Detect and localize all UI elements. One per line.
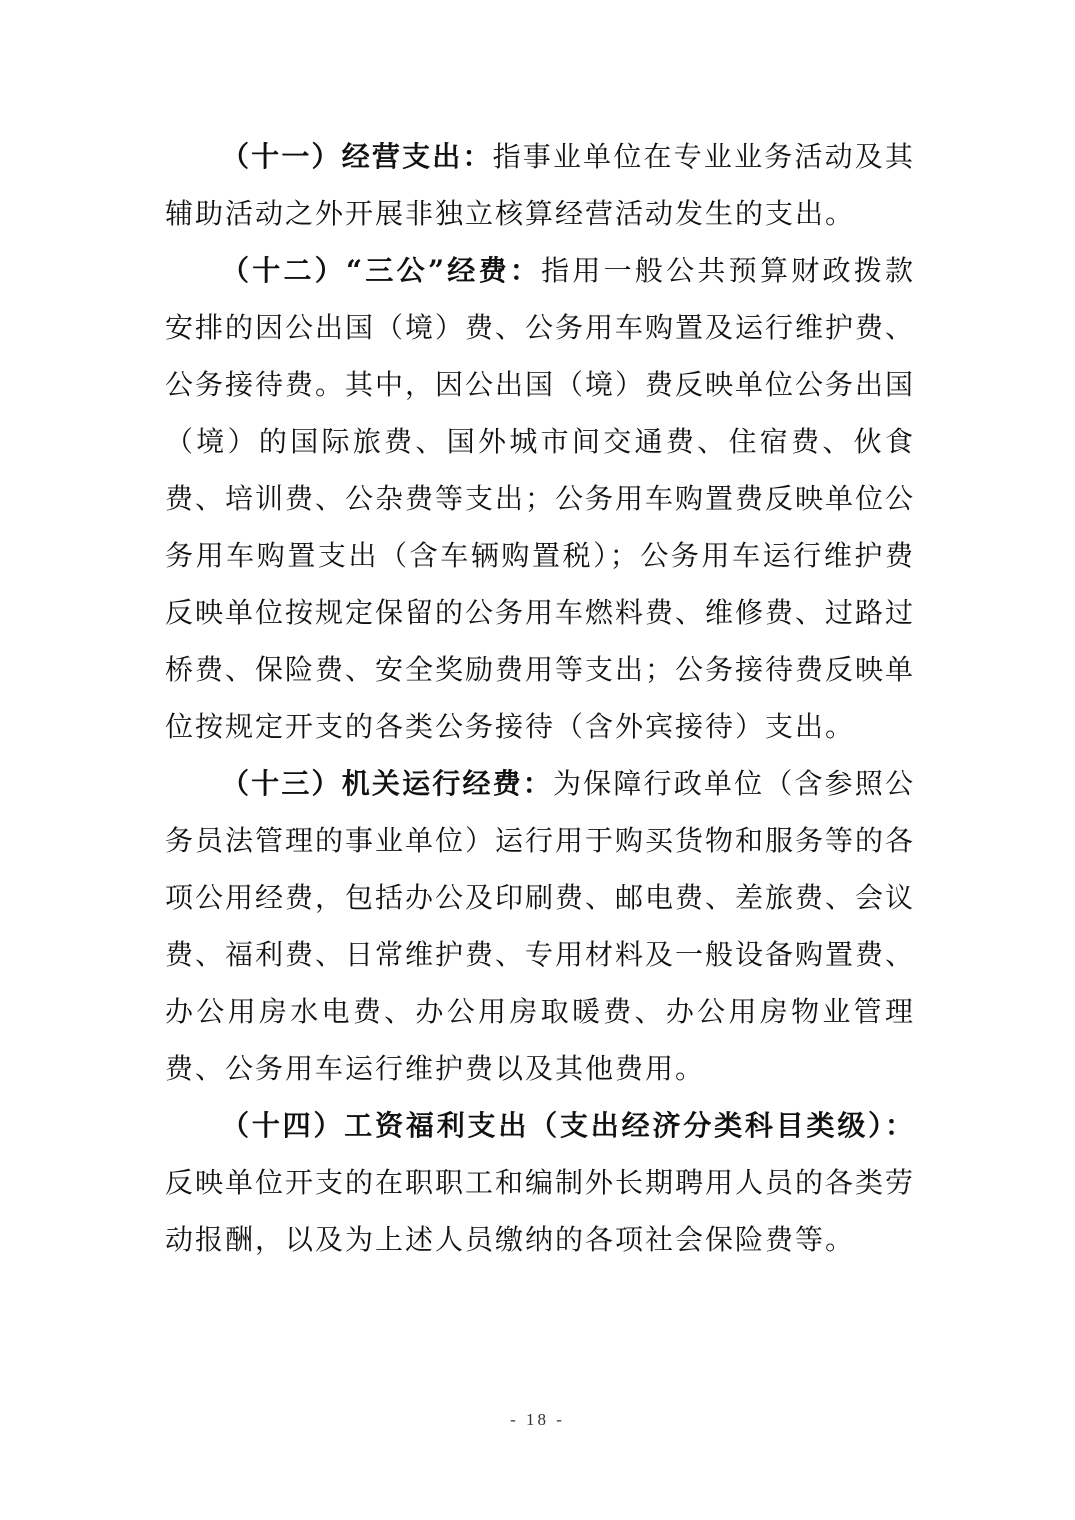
page-number: - 18 - xyxy=(510,1410,565,1429)
paragraph-term: （十四）工资福利支出（支出经济分类科目类级）： xyxy=(221,1109,915,1142)
paragraph-wage-welfare-expenses xyxy=(165,1097,915,1268)
paragraph-text: 反映单位开支的在职职工和编制外长期聘用人员的各类劳动报酬，以及为上述人员缴纳的各项社会保险费等。 xyxy=(165,1166,916,1256)
paragraph-text: 为保障行政单位（含参照公务员法管理的事业单位）运行用于购买货物和服务等的各项公用经费，包括办公及印刷费、邮电费、差旅费、会议费、福利费、日常维护费、专用材料及一般设备购置费、办公用房水电费、办公用房取暖费、办公用房物业管理费、公务用车运行维护费以及其他费用。 xyxy=(165,767,916,1085)
paragraph-text: 指事业单位在专业业务活动及其辅助活动之外开展非独立核算经营活动发生的支出。 xyxy=(165,140,915,230)
paragraph-term: （十二）“三公”经费： xyxy=(221,254,542,287)
paragraph-agency-operating-funds xyxy=(165,755,915,1097)
paragraph-term: （十一）经营支出： xyxy=(221,140,493,173)
paragraph-three-public-expenses xyxy=(165,242,915,755)
paragraph-term: （十三）机关运行经费： xyxy=(221,767,553,800)
paragraph-text: 指用一般公共预算财政拨款安排的因公出国（境）费、公务用车购置及运行维护费、公务接待费。其中，因公出国（境）费反映单位公务出国（境）的国际旅费、国外城市间交通费、住宿费、伙食费、培训费、公杂费等支出；公务用车购置费反映单位公务用车购置支出（含车辆购置税）；公务用车运行维护费反映单位按规定保留的公务用车燃料费、维修费、过路过桥费、保险费、安全奖励费用等支出；公务接待费反映单位按规定开支的各类公务接待（含外宾接待）支出。 xyxy=(165,254,916,743)
document-body xyxy=(165,128,915,1268)
paragraph-operating-expenses xyxy=(165,128,915,242)
